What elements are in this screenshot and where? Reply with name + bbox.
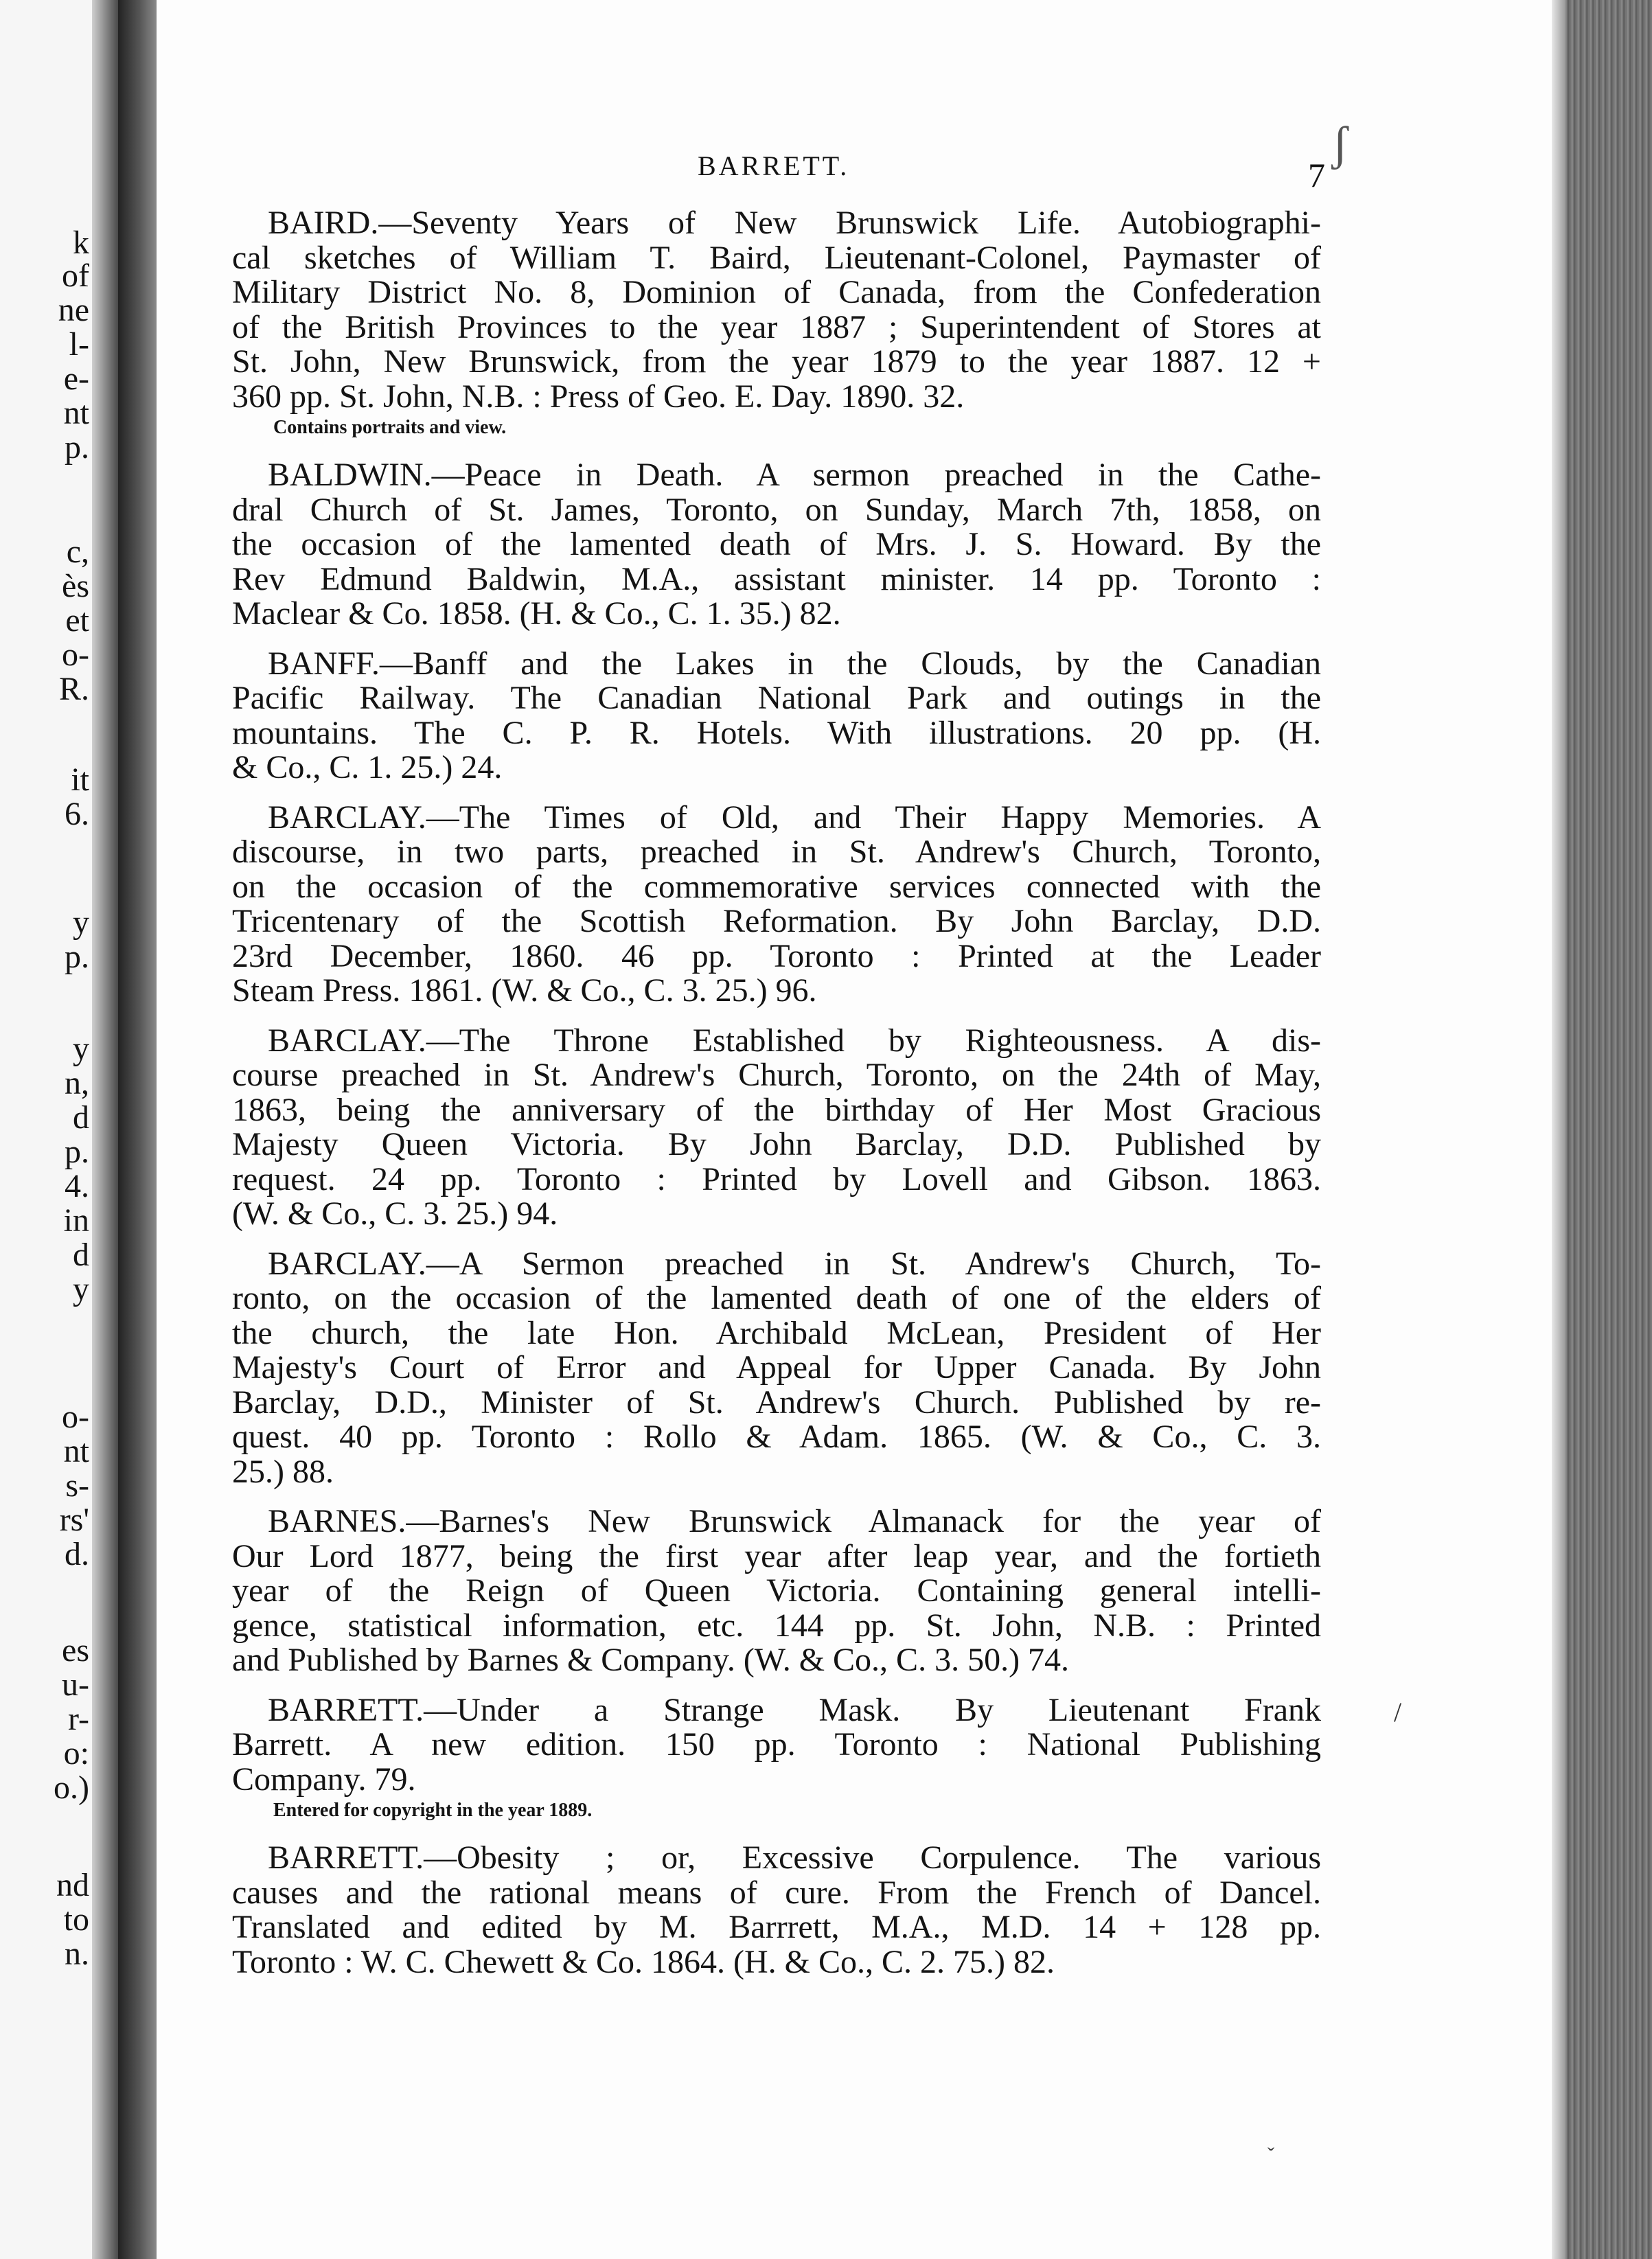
facing-page-fragment: o- xyxy=(62,637,89,673)
entry-text-line: ronto, on the occasion of the lamented death of one of the elders of xyxy=(232,1280,1321,1316)
entry-text-line: Barclay, D.D., Minister of St. Andrew's Church. Published by re- xyxy=(232,1384,1321,1421)
facing-page-fragment: ne xyxy=(58,292,89,328)
facing-page-shadow xyxy=(92,0,118,2259)
facing-page-fragment: it xyxy=(71,761,89,798)
facing-page-fragment: nd xyxy=(56,1867,89,1903)
pencil-mark-icon: ʃ xyxy=(1332,117,1349,170)
entry-text-line: 1863, being the anniversary of the birthday of Her Most Gracious xyxy=(232,1091,1321,1128)
entry-text-line: Military District No. 8, Dominion of Canada, from the Confederation xyxy=(232,274,1321,310)
facing-page-fragment: p. xyxy=(65,1134,89,1170)
bibliography-entry xyxy=(232,1247,1321,1490)
book-gutter xyxy=(118,0,157,2259)
facing-page-fragment: y xyxy=(73,1031,89,1067)
facing-page-fragment: rs' xyxy=(59,1502,89,1538)
facing-page-fragment: es xyxy=(62,1632,89,1669)
facing-page-fragment: c, xyxy=(66,534,89,570)
facing-page-fragment: n, xyxy=(65,1065,89,1101)
facing-page-fragment: e- xyxy=(63,360,89,397)
facing-page-fragment: 6. xyxy=(65,796,89,832)
entry-text-line: Majesty's Court of Error and Appeal for Upper Canada. By John xyxy=(232,1349,1321,1386)
entry-text-line: request. 24 pp. Toronto : Printed by Lovell and Gibson. 1863. xyxy=(232,1160,1321,1197)
facing-page-fragment: y xyxy=(73,1271,89,1307)
entry-text-line: Pacific Railway. The Canadian National Park and outings in the xyxy=(232,680,1321,716)
facing-page-fragment: u- xyxy=(62,1666,89,1703)
facing-page-fragment: in xyxy=(63,1202,89,1239)
entry-text-line: on the occasion of the commemorative services connected with the xyxy=(232,868,1321,905)
entry-text-line: Toronto : W. C. Chewett & Co. 1864. (H. & Co., C. 2. 75.) 82. xyxy=(232,1943,1055,1980)
facing-page-fragment: n. xyxy=(65,1936,89,1972)
facing-page-fragment: o- xyxy=(62,1399,89,1435)
entry-text-line: year of the Reign of Queen Victoria. Containing general intelli- xyxy=(232,1572,1321,1609)
entry-text-line: Rev Edmund Baldwin, M.A., assistant minister. 14 pp. Toronto : xyxy=(232,560,1321,597)
entry-text-line: mountains. The C. P. R. Hotels. With illustrations. 20 pp. (H. xyxy=(232,714,1321,751)
entry-note: Entered for copyright in the year 1889. xyxy=(273,1800,593,1821)
facing-page-fragment: nt xyxy=(63,395,89,431)
facing-page-fragment: R. xyxy=(58,671,89,707)
entry-heading-line: BAIRD.—Seventy Years of New Brunswick Life. Autobiographi- xyxy=(268,205,1321,241)
entry-text-line: the occasion of the lamented death of Mrs. J. S. Howard. By the xyxy=(232,526,1321,562)
entry-text-line: & Co., C. 1. 25.) 24. xyxy=(232,749,503,786)
bibliography-entry xyxy=(232,801,1321,1009)
entry-text-line: causes and the rational means of cure. From the French of Dancel. xyxy=(232,1874,1321,1911)
facing-page-fragment: 4. xyxy=(65,1168,89,1204)
facing-page-fragment: p. xyxy=(65,429,89,466)
facing-page-fragment: nt xyxy=(63,1433,89,1469)
bibliography-entry xyxy=(232,1693,1321,1826)
speck-icon: ˇ xyxy=(1267,2144,1274,2166)
entry-text-line: Maclear & Co. 1858. (H. & Co., C. 1. 35.) 82. xyxy=(232,595,841,632)
entry-text-line: Tricentenary of the Scottish Reformation. By John Barclay, D.D. xyxy=(232,903,1321,939)
facing-page-fragment: d xyxy=(73,1099,89,1136)
entry-note: Contains portraits and view. xyxy=(273,417,507,438)
bibliography-entry xyxy=(232,1504,1321,1678)
bibliography-entry xyxy=(232,458,1321,632)
entry-text-line: of the British Provinces to the year 1887 ; Superintendent of Stores at xyxy=(232,308,1321,345)
entry-text-line: dral Church of St. James, Toronto, on Sunday, March 7th, 1858, on xyxy=(232,491,1321,528)
running-head: BARRETT. xyxy=(698,150,850,181)
entry-heading-line: BANFF.—Banff and the Lakes in the Clouds, by the Canadian xyxy=(268,645,1321,682)
entry-heading-line: BARRETT.—Under a Strange Mask. By Lieutenant Frank xyxy=(268,1691,1321,1728)
facing-page-fragment: k xyxy=(73,225,89,261)
entry-text-line: and Published by Barnes & Company. (W. & Co., C. 3. 50.) 74. xyxy=(232,1642,1070,1678)
bibliography-entry xyxy=(232,1841,1321,1980)
facing-page-fragment: r- xyxy=(67,1701,89,1737)
facing-page-fragment: s- xyxy=(65,1467,89,1504)
entry-text-line: Majesty Queen Victoria. By John Barclay, D.D. Published by xyxy=(232,1126,1321,1162)
bibliography-entry xyxy=(232,647,1321,786)
entry-heading-line: BARCLAY.—The Times of Old, and Their Happy Memories. A xyxy=(268,799,1321,836)
facing-page-fragment: o: xyxy=(63,1735,89,1771)
entry-text-line: St. John, New Brunswick, from the year 1879 to the year 1887. 12 + xyxy=(232,343,1321,380)
entry-text-line: cal sketches of William T. Baird, Lieutenant-Colonel, Paymaster of xyxy=(232,239,1321,276)
entry-text-line: (W. & Co., C. 3. 25.) 94. xyxy=(232,1195,558,1232)
entry-heading-line: BARCLAY.—A Sermon preached in St. Andrew's Church, To- xyxy=(268,1245,1321,1282)
page-stack-edge xyxy=(1552,0,1652,2259)
entry-text-line: 360 pp. St. John, N.B. : Press of Geo. E. Day. 1890. 32. xyxy=(232,378,965,415)
entry-text-line: Company. 79. xyxy=(232,1761,416,1798)
facing-page-fragment: o.) xyxy=(54,1769,89,1806)
entry-text-line: gence, statistical information, etc. 144 pp. St. John, N.B. : Printed xyxy=(232,1607,1321,1644)
entry-heading-line: BARRETT.—Obesity ; or, Excessive Corpulence. The various xyxy=(268,1839,1321,1876)
page-number: 7 xyxy=(1308,156,1325,194)
entry-heading-line: BARNES.—Barnes's New Brunswick Almanack for the year of xyxy=(268,1503,1321,1539)
bibliography-entry xyxy=(232,206,1321,443)
entry-text-line: discourse, in two parts, preached in St. Andrew's Church, Toronto, xyxy=(232,834,1321,870)
facing-page-fragment: l- xyxy=(69,326,89,363)
entry-text-line: 25.) 88. xyxy=(232,1453,334,1490)
bibliography-entry xyxy=(232,1024,1321,1232)
facing-page-fragment: of xyxy=(62,257,89,294)
entry-heading-line: BALDWIN.—Peace in Death. A sermon preached in the Cathe- xyxy=(268,457,1321,493)
facing-page-fragment: d xyxy=(73,1237,89,1273)
facing-page-fragment: to xyxy=(63,1901,89,1938)
facing-page-fragment: ès xyxy=(62,568,89,604)
entry-text-line: Translated and edited by M. Barrrett, M.A., M.D. 14 + 128 pp. xyxy=(232,1909,1321,1945)
bibliography-entries xyxy=(232,206,1321,1995)
facing-page-fragment: d. xyxy=(65,1536,89,1572)
margin-tick-icon: / xyxy=(1394,1697,1402,1728)
entry-text-line: 23rd December, 1860. 46 pp. Toronto : Printed at the Leader xyxy=(232,937,1321,974)
facing-page-fragment: et xyxy=(65,602,89,639)
entry-text-line: the church, the late Hon. Archibald McLean, President of Her xyxy=(232,1314,1321,1351)
facing-page-fragment: y xyxy=(73,904,89,941)
entry-text-line: quest. 40 pp. Toronto : Rollo & Adam. 1865. (W. & Co., C. 3. xyxy=(232,1419,1321,1455)
entry-text-line: course preached in St. Andrew's Church, Toronto, on the 24th of May, xyxy=(232,1057,1321,1093)
facing-page-edge xyxy=(0,0,118,2259)
entry-text-line: Barrett. A new edition. 150 pp. Toronto : National Publishing xyxy=(232,1726,1321,1763)
facing-page-fragment: p. xyxy=(65,939,89,975)
entry-text-line: Steam Press. 1861. (W. & Co., C. 3. 25.) 96. xyxy=(232,972,817,1009)
entry-heading-line: BARCLAY.—The Throne Established by Righteousness. A dis- xyxy=(268,1022,1321,1059)
entry-text-line: Our Lord 1877, being the first year after leap year, and the fortieth xyxy=(232,1537,1321,1574)
